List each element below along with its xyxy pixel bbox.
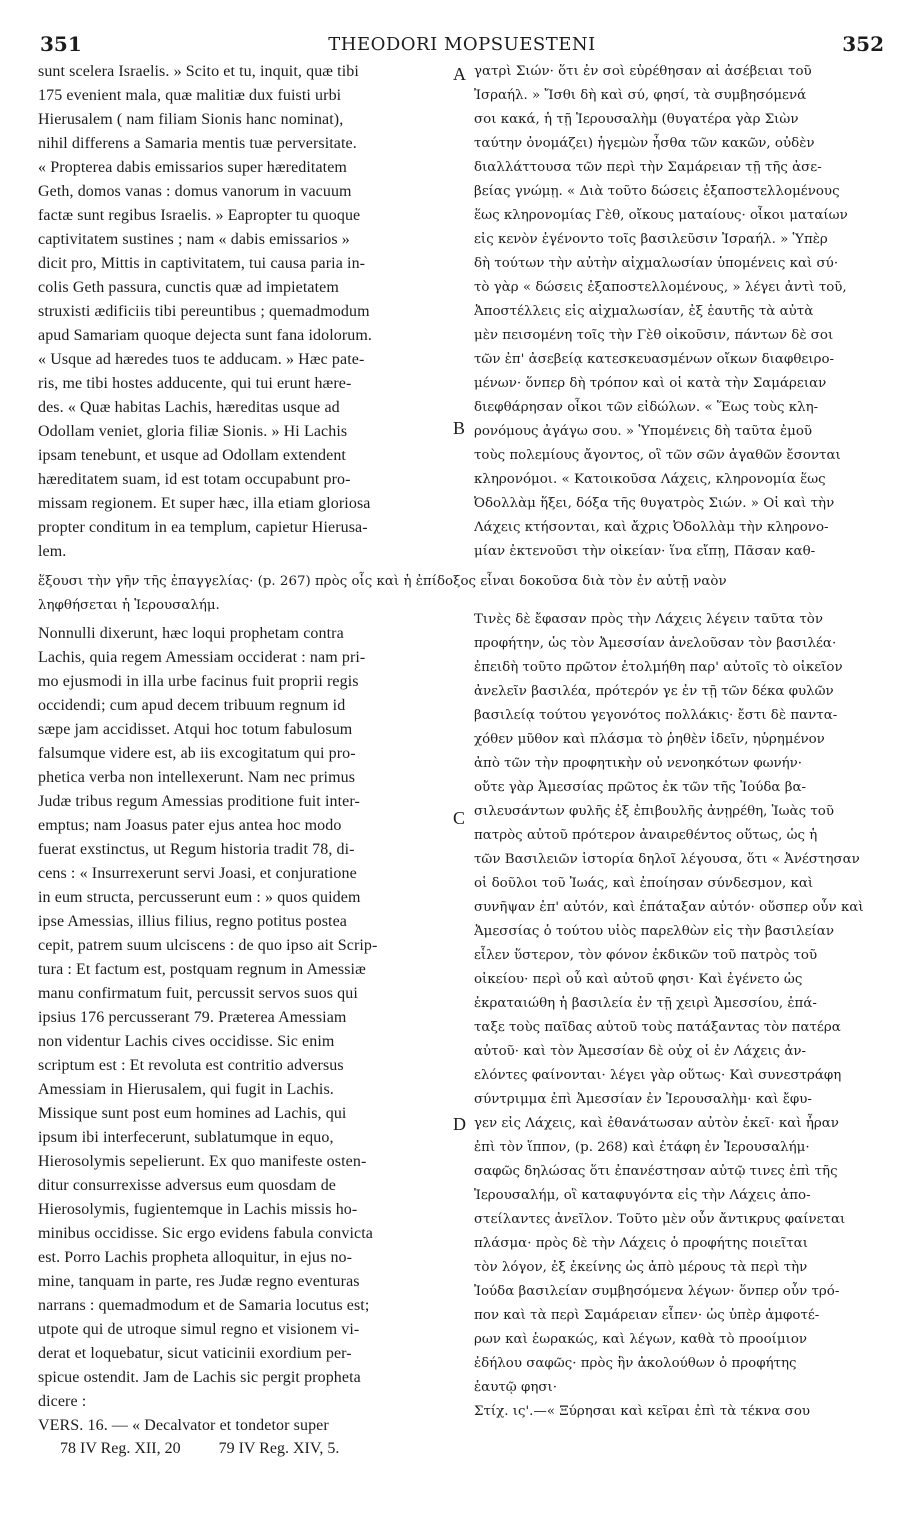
- greek-column-top: [474, 60, 892, 564]
- text-line: VERS. 16. — « Decalvator et tondetor super: [38, 1417, 329, 1434]
- text-line: scriptum est : Et revoluta est contritio adversus: [38, 1057, 344, 1074]
- text-line: hæreditatem suam, id est totam occupabunt pro-: [38, 471, 351, 488]
- text-line: ελόντες φαίνονται· λέγει γὰρ οὕτως· Καὶ συνεστράφη: [474, 1068, 842, 1083]
- text-line: γατρὶ Σιών· ὅτι ἐν σοὶ εὑρέθησαν αἱ ἀσέβειαι τοῦ: [474, 64, 812, 79]
- footnote-78: 78 IV Reg. XII, 20: [60, 1440, 181, 1457]
- text-line: missam regionem. Et super hæc, illa etiam gloriosa: [38, 495, 371, 512]
- margin-letter-b: B: [453, 418, 466, 438]
- text-line: Ὀδολλὰμ ἥξει, δόξα τῆς θυγατρὸς Σιών. » Οἱ καὶ τὴν: [474, 496, 835, 511]
- text-line: spicue ostendit. Jam de Lachis sic pergit propheta: [38, 1369, 361, 1386]
- text-line: αὐτοῦ· καὶ τὸν Ἀμεσσίαν δὲ οὐχ οἱ ἐν Λάχεις ἀν-: [474, 1044, 807, 1059]
- text-line: ρονόμους ἀγάγω σου. » Ὑπομένεις δὴ ταῦτα ἐμοῦ: [474, 424, 813, 439]
- text-line: εἷλεν ὕστερον, τὸν φόνον ἐκδικῶν τοῦ πατρὸς τοῦ: [474, 948, 818, 963]
- text-line: Ἀμεσσίας ὁ τούτου υἱὸς παρελθὼν εἰς τὴν βασιλείαν: [474, 924, 834, 939]
- text-line: « Usque ad hæredes tuos te adducam. » Hæc pate-: [38, 351, 365, 368]
- text-line: Hierosolymis, fugientemque in Lachis missis ho-: [38, 1201, 358, 1218]
- text-line: des. « Quæ habitas Lachis, hæreditas usque ad: [38, 399, 340, 416]
- text-line: δὴ τούτων τὴν αὐτὴν αἰχμαλωσίαν ὑπομένεις καὶ σύ·: [474, 256, 839, 271]
- text-line: Ἰσραήλ. » Ἴσθι δὴ καὶ σύ, φησί, τὰ συμβησόμενά: [474, 88, 807, 103]
- text-line: βείας γνώμῃ. « Διὰ τοῦτο δώσεις ἐξαποστελλομένους: [474, 184, 840, 199]
- text-line: τῶν ἐπ' ἀσεβείᾳ κατεσκευασμένων οἴκων διαφθειρο-: [474, 352, 835, 367]
- text-line: συνῆψαν ἐπ' αὐτόν, καὶ ἐπάταξαν αὐτόν· οὕσπερ οὖν καὶ: [474, 900, 864, 915]
- text-line: μένων· ὅνπερ δὴ τρόπον καὶ οἱ κατὰ τὴν Σαμάρειαν: [474, 376, 827, 391]
- text-line: narrans : quemadmodum et de Samaria locutus est;: [38, 1297, 370, 1314]
- text-line: πον καὶ τὰ περὶ Σαμάρειαν εἶπεν· ὡς ὑπὲρ ἀμφοτέ-: [474, 1308, 820, 1323]
- right-page-number: 352: [842, 32, 884, 56]
- text-line: ἐκραταιώθη ἡ βασιλεία ἐν τῇ χειρὶ Ἀμεσσίου, ἐπά-: [474, 996, 817, 1011]
- greek-column-bottom: [474, 608, 892, 1424]
- text-line: cens : « Insurrexerunt servi Joasi, et conjuratione: [38, 865, 357, 882]
- text-line: Nonnulli dixerunt, hæc loqui prophetam contra: [38, 625, 344, 642]
- text-line: Ἰούδα βασιλείαν συμβησόμενα λέγων· ὅνπερ οὖν τρό-: [474, 1284, 840, 1299]
- text-line: captivitatem sustines ; nam « dabis emissarios »: [38, 231, 350, 248]
- text-line: σοι κακά, ἡ τῇ Ἱερουσαλὴμ (θυγατέρα γὰρ Σιὼν: [474, 112, 799, 127]
- text-line: εἰς κενὸν ἐγένοντο τοῖς βασιλεῦσιν Ἰσραήλ. » Ὑπὲρ: [474, 232, 828, 247]
- text-line: sunt scelera Israelis. » Scito et tu, inquit, quæ tibi: [38, 63, 359, 80]
- text-line: derat et loquebatur, sicut vaticinii exordium per-: [38, 1345, 352, 1362]
- text-line: mine, tanquam in parte, res Judæ regno eventuras: [38, 1273, 360, 1290]
- text-line: Τινὲς δὲ ἔφασαν πρὸς τὴν Λάχεις λέγειν ταῦτα τὸν: [474, 612, 823, 627]
- text-line: τοὺς πολεμίους ἄγοντος, οἳ τῶν σῶν ἀγαθῶν ἔσονται: [474, 448, 841, 463]
- text-line: οἱ δοῦλοι τοῦ Ἰωάς, καὶ ἐποίησαν σύνδεσμον, καὶ: [474, 876, 814, 891]
- text-line: dicere :: [38, 1393, 87, 1410]
- text-line: τὸ γὰρ « δώσεις ἐξαποστελλομένους, » λέγει ἀντὶ τοῦ,: [474, 280, 847, 295]
- text-line: Hierosolymis sepelierunt. Ex quo manifeste osten-: [38, 1153, 367, 1170]
- text-line: propter conditum in ea templum, capietur Hierusa-: [38, 519, 368, 536]
- text-line: σαφῶς δηλώσας ὅτι ἐπανέστησαν αὐτῷ τινες ἐπὶ τῆς: [474, 1164, 838, 1179]
- text-line: minibus occidisse. Sic ergo evidens fabula convicta: [38, 1225, 373, 1242]
- text-line: πλάσμα· πρὸς δὲ τὴν Λάχεις ὁ προφήτης ποιεῖται: [474, 1236, 808, 1251]
- latin-column-top: [38, 60, 456, 564]
- text-line: μὲν πεισομένη τοῖς τὴν Γὲθ οἰκοῦσιν, πάντων δὲ σοι: [474, 328, 834, 343]
- text-line: τὸν λόγον, ἐξ ἐκείνης ὡς ἀπὸ μέρους τὰ περὶ τὴν: [474, 1260, 808, 1275]
- text-line: βασιλείᾳ τούτου γεγονότος πολλάκις· ἔστι δὲ παντα-: [474, 708, 838, 723]
- margin-letter-c: C: [453, 808, 466, 828]
- text-line: Missique sunt post eum homines ad Lachis, qui: [38, 1105, 347, 1122]
- footnote-79: 79 IV Reg. XIV, 5.: [218, 1440, 340, 1457]
- text-line: emptus; nam Joasus pater ejus antea hoc modo: [38, 817, 342, 834]
- text-line: tura : Et factum est, postquam regnum in Amessiæ: [38, 961, 366, 978]
- text-line: falsumque videre est, ab iis excogitatum qui pro-: [38, 745, 356, 762]
- latin-column-bottom: [38, 622, 456, 1438]
- text-line: Στίχ. ις'.—« Ξύρησαι καὶ κεῖραι ἐπὶ τὰ τέκνα σου: [474, 1404, 811, 1419]
- margin-letter-a: A: [453, 64, 466, 84]
- text-line: mo ejusmodi in illa urbe facinus fuit proprii regis: [38, 673, 359, 690]
- text-line: nihil differens a Samaria mentis tuæ perversitate.: [38, 135, 357, 152]
- text-line: σύντριμμα ἐπὶ Ἀμεσσίαν ἐν Ἱερουσαλὴμ· καὶ ἔφυ-: [474, 1092, 812, 1107]
- text-line: ἐπειδὴ τοῦτο πρῶτον ἐτολμήθη παρ' αὐτοῖς τὸ οἰκεῖον: [474, 660, 843, 675]
- text-line: γεν εἰς Λάχεις, καὶ ἐθανάτωσαν αὐτὸν ἐκεῖ· καὶ ἦραν: [474, 1116, 839, 1131]
- text-line: ἐπὶ τὸν ἵππον, (p. 268) καὶ ἐτάφη ἐν Ἱερουσαλήμ·: [474, 1140, 810, 1155]
- text-line: occidendi; cum apud decem tribuum regnum id: [38, 697, 346, 714]
- text-line: κληρονόμοι. « Κατοικοῦσα Λάχεις, κληρονομία ἕως: [474, 472, 826, 487]
- text-line: cepit, patrem suum ulciscens : de quo ipso ait Scrip-: [38, 937, 378, 954]
- text-line: colis Geth passura, cunctis quæ ad impietatem: [38, 279, 339, 296]
- text-line: « Propterea dabis emissarios super hæreditatem: [38, 159, 347, 176]
- text-line: Amessiam in Hierusalem, qui fugit in Lachis.: [38, 1081, 334, 1098]
- text-line: Ἱερουσαλήμ, οἳ καταφυγόντα εἰς τὴν Λάχεις ἀπο-: [474, 1188, 811, 1203]
- text-line: διαλλάττουσα τῶν περὶ τὴν Σαμάρειαν τῇ τῆς ἀσε-: [474, 160, 822, 175]
- text-line: Ἀποστέλλεις εἰς αἰχμαλωσίαν, ἐξ ἑαυτῆς τὰ αὐτὰ: [474, 304, 814, 319]
- text-line: ἐδήλου σαφῶς· πρὸς ἣν ἀκολούθων ὁ προφήτης: [474, 1356, 797, 1371]
- text-line: προφήτην, ὡς τὸν Ἀμεσσίαν ἀνελοῦσαν τὸν βασιλέα·: [474, 636, 837, 651]
- text-line: 175 evenient mala, quæ malitiæ dux fuisti urbi: [38, 87, 342, 104]
- text-line: τῶν Βασιλειῶν ἱστορία δηλοῖ λέγουσα, ὅτι « Ἀνέστησαν: [474, 852, 860, 867]
- text-line: dicit pro, Mittis in captivitatem, tui causa paria in-: [38, 255, 366, 272]
- margin-letter-d: D: [453, 1114, 466, 1134]
- text-line: ipse Amessias, illius filius, regno potitus postea: [38, 913, 347, 930]
- text-line: utpote qui de utroque simul regno et visionem vi-: [38, 1321, 360, 1338]
- text-line: ἕξουσι τὴν γῆν τῆς ἐπαγγελίας· (p. 267) πρὸς οἷς καὶ ἡ ἐπίδοξος εἶναι δοκοῦσα διὰ τὸν ἐν αὐτῇ ναὸν: [38, 574, 727, 589]
- text-line: in eum structa, percusserunt eum : » quos quidem: [38, 889, 361, 906]
- text-line: ληφθήσεται ἡ Ἱερουσαλήμ.: [38, 598, 220, 613]
- text-line: factæ sunt regibus Israelis. » Eapropter tu quoque: [38, 207, 361, 224]
- text-line: οὔτε γὰρ Ἀμεσσίας πρῶτος ἐκ τῶν τῆς Ἰούδα βα-: [474, 780, 807, 795]
- running-title: THEODORI MOPSUESTENI: [328, 34, 596, 55]
- text-line: sæpe jam accidisset. Atqui hoc totum fabulosum: [38, 721, 353, 738]
- text-line: apud Samariam quoque dejecta sunt fana idolorum.: [38, 327, 373, 344]
- text-line: ταξε τοὺς παῖδας αὐτοῦ τοὺς πατάξαντας τὸν πατέρα: [474, 1020, 841, 1035]
- text-line: ἀπὸ τῶν τὴν προφητικὴν οὐ νενοηκότων φωνήν·: [474, 756, 803, 771]
- text-line: Lachis, quia regem Amessiam occiderat : nam pri-: [38, 649, 366, 666]
- text-line: ρων καὶ ἑωρακώς, καὶ λέγων, καθὰ τὸ προοίμιον: [474, 1332, 808, 1347]
- text-line: στείλαντες ἀνεῖλον. Τοῦτο μὲν οὖν ἄντικρυς φαίνεται: [474, 1212, 846, 1227]
- text-line: ταύτην ὀνομάζει) ἡγεμὼν ἦσθα τῶν κακῶν, οὐδὲν: [474, 136, 815, 151]
- text-line: ditur consurrexisse adversus eum quosdam de: [38, 1177, 337, 1194]
- text-line: phetica verba non intellexerunt. Nam nec primus: [38, 769, 356, 786]
- text-line: ris, me tibi hostes adducente, qui tui erunt hære-: [38, 375, 352, 392]
- page-header: [40, 32, 884, 58]
- text-line: πατρὸς αὐτοῦ πρότερον ἀναιρεθέντος οὕτως, ὡς ἡ: [474, 828, 818, 843]
- text-line: σιλευσάντων φυλῆς ἐξ ἐπιβουλῆς ἀνῃρέθη, Ἰωὰς τοῦ: [474, 804, 834, 819]
- text-line: struxisti ædificiis tibi pereuntibus ; quemadmodum: [38, 303, 370, 320]
- footnotes: [60, 1440, 373, 1458]
- text-line: Geth, domos vanas : domus vanorum in vacuum: [38, 183, 352, 200]
- text-line: ἕως κληρονομίας Γὲθ, οἴκους ματαίους· οἶκοι ματαίων: [474, 208, 848, 223]
- text-line: ἑαυτῷ φησι·: [474, 1380, 557, 1395]
- text-line: est. Porro Lachis propheta alloquitur, in ejus no-: [38, 1249, 353, 1266]
- text-line: non videntur Lachis cives occidisse. Sic enim: [38, 1033, 335, 1050]
- text-line: Λάχεις κτήσονται, καὶ ἄχρις Ὀδολλὰμ τὴν κληρονο-: [474, 520, 829, 535]
- text-line: ipsum ibi interfecerunt, sublatumque in equo,: [38, 1129, 334, 1146]
- text-line: χόθεν μῦθον καὶ πλάσμα τὸ ῥηθὲν ἰδεῖν, ηὑρημένον: [474, 732, 825, 747]
- text-line: ipsam tenebunt, et usque ad Odollam extendent: [38, 447, 346, 464]
- text-line: lem.: [38, 543, 67, 560]
- text-line: Hierusalem ( nam filiam Sionis hanc nominat),: [38, 111, 344, 128]
- text-line: διεφθάρησαν οἶκοι τῶν εἰδώλων. « Ἕως τοὺς κλη-: [474, 400, 819, 415]
- text-line: manu confirmatum fuit, percussit servos suos qui: [38, 985, 358, 1002]
- left-page-number: 351: [40, 32, 82, 56]
- text-line: fuerat exstinctus, ut Regum historia tradit 78, di-: [38, 841, 355, 858]
- text-line: ἀνελεῖν βασιλέα, πρότερόν γε ἐν τῇ τῶν δέκα φυλῶν: [474, 684, 834, 699]
- text-line: οἰκείου· περὶ οὗ καὶ αὐτοῦ φησι· Καὶ ἐγένετο ὡς: [474, 972, 803, 987]
- text-line: ipsius 176 percusserant 79. Præterea Amessiam: [38, 1009, 347, 1026]
- text-line: Judæ tribus regum Amessias proditione fuit inter-: [38, 793, 360, 810]
- text-line: μίαν ἐκτενοῦσι τὴν οἰκείαν· ἵνα εἴπῃ, Πᾶσαν καθ-: [474, 544, 816, 559]
- text-line: Odollam veniet, gloria filiæ Sionis. » Hi Lachis: [38, 423, 348, 440]
